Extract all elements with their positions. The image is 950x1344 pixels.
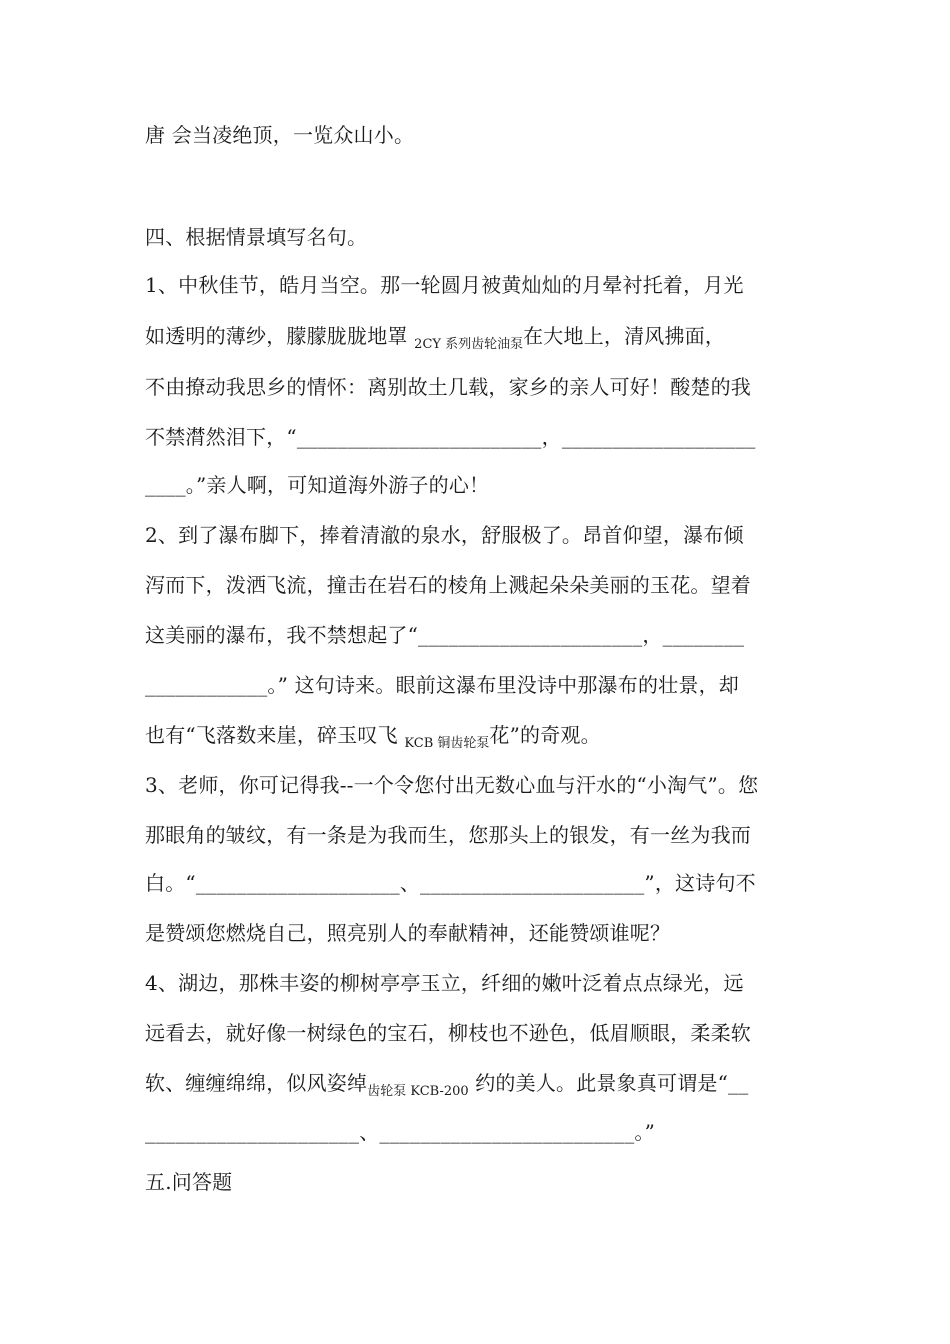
question-1-line-2 (145, 321, 810, 355)
text-segment: 也有“飞落数来崖，碎玉叹飞 (145, 723, 405, 747)
question-4-line-3 (145, 1068, 810, 1102)
question-2-line-2: 泻而下，泼洒飞流，撞击在岩石的棱角上溅起朵朵美丽的玉花。望着 (145, 573, 751, 597)
question-3-line-3: 白。“____________________、______________________”，这诗句不 (145, 871, 756, 895)
question-2-line-1: 2、到了瀑布脚下，捧着清澈的泉水，舒服极了。昂首仰望，瀑布倾 (145, 523, 744, 547)
inline-ad-text: KCB 铜齿轮泵 (404, 736, 490, 751)
question-1-line-5: ____。”亲人啊，可知道海外游子的心！ (145, 473, 490, 497)
poem-line: 唐 会当凌绝顶，一览众山小。 (145, 123, 415, 147)
question-4-line-1: 4、湖边，那株丰姿的柳树亭亭玉立，纤细的嫩叶泛着点点绿光，远 (145, 971, 744, 995)
question-1-line-1: 1、中秋佳节，皓月当空。那一轮圆月被黄灿灿的月晕衬托着，月光 (145, 273, 744, 297)
text-segment: 如透明的薄纱，朦朦胧胧地罩 (145, 324, 415, 348)
question-3-line-1: 3、老师，你可记得我--一个令您付出无数心血与汗水的“小淘气”。您 (145, 773, 759, 797)
question-2-line-4: ____________。” 这句诗来。眼前这瀑布里没诗中那瀑布的壮景，却 (145, 673, 739, 697)
section-heading-four: 四、根据情景填写名句。 (145, 225, 368, 249)
inline-ad-text: 2CY 系列齿轮油泵 (414, 337, 524, 352)
section-heading-five: 五.问答题 (145, 1170, 233, 1194)
text-segment: 约的美人。此景象真可谓是“__ (468, 1071, 749, 1095)
question-1-line-3: 不由撩动我思乡的情怀：离别故土几载，家乡的亲人可好！酸楚的我 (145, 375, 751, 399)
question-3-line-4: 是赞颂您燃烧自己，照亮别人的奉献精神，还能赞颂谁呢？ (145, 921, 671, 945)
text-segment: 在大地上，清风拂面， (523, 324, 726, 348)
question-3-line-2: 那眼角的皱纹，有一条是为我而生，您那头上的银发，有一丝为我而 (145, 823, 751, 847)
question-1-line-4: 不禁潸然泪下，“________________________，___________________ (145, 425, 756, 449)
text-segment: 花”的奇观。 (489, 723, 601, 747)
question-2-line-5 (145, 720, 810, 754)
question-4-line-4: _____________________、_________________________。” (145, 1120, 656, 1144)
inline-ad-text: 齿轮泵 KCB-200 (367, 1084, 469, 1099)
question-4-line-2: 远看去，就好像一树绿色的宝石，柳枝也不逊色，低眉顺眼，柔柔软 (145, 1021, 751, 1045)
text-segment: 软、缠缠绵绵，似风姿绰 (145, 1071, 368, 1095)
question-2-line-3: 这美丽的瀑布，我不禁想起了“______________________，________ (145, 623, 745, 647)
